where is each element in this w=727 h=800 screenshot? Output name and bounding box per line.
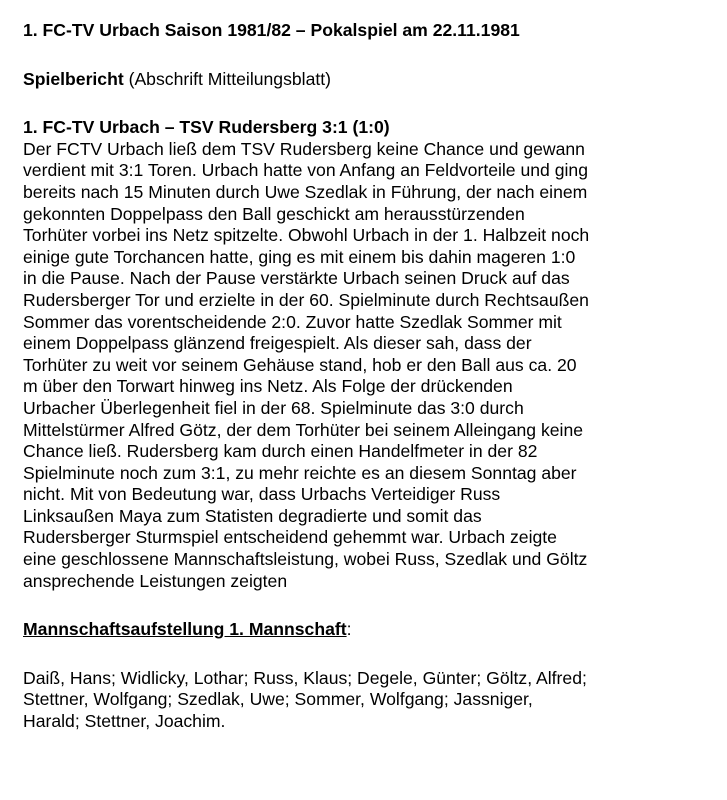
- report-line: Urbacher Überlegenheit fiel in der 68. Spielminute das 3:0 durch: [23, 397, 524, 418]
- match-title: 1. FC-TV Urbach – TSV Rudersberg 3:1 (1:0): [23, 117, 390, 138]
- report-line: Der FCTV Urbach ließ dem TSV Rudersberg keine Chance und gewann: [23, 138, 585, 159]
- report-line: Sommer das vorentscheidende 2:0. Zuvor hatte Szedlak Sommer mit: [23, 311, 562, 332]
- report-line: gekonnten Doppelpass den Ball geschickt am herausstürzenden: [23, 203, 525, 224]
- lineup-line: Daiß, Hans; Widlicky, Lothar; Russ, Klaus; Degele, Günter; Göltz, Alfred;: [23, 667, 587, 688]
- report-body: [23, 139, 713, 592]
- lineup-line: Harald; Stettner, Joachim.: [23, 711, 226, 732]
- report-line: Rudersberger Sturmspiel entscheidend gehemmt war. Urbach zeigte: [23, 527, 557, 548]
- report-line: Mittelstürmer Alfred Götz, der dem Torhüter bei seinem Alleingang keine: [23, 419, 584, 440]
- report-line: Rudersberger Tor und erzielte in der 60. Spielminute durch Rechtsaußen: [23, 289, 589, 310]
- report-line: Spielminute noch zum 3:1, zu mehr reichte es an diesem Sonntag aber: [23, 462, 577, 483]
- document-page: [23, 20, 713, 733]
- lineup-body: [23, 668, 713, 733]
- document-title: 1. FC-TV Urbach Saison 1981/82 – Pokalspiel am 22.11.1981: [23, 20, 520, 40]
- report-label: Spielbericht: [23, 68, 124, 89]
- lineup-heading: [23, 619, 713, 641]
- lineup-line: Stettner, Wolfgang; Szedlak, Uwe; Sommer, Wolfgang; Jassniger,: [23, 689, 533, 710]
- report-line: bereits nach 15 Minuten durch Uwe Szedlak in Führung, der nach einem: [23, 181, 588, 202]
- report-line: einige gute Torchancen hatte, ging es mit einem bis dahin mageren 1:0: [23, 246, 576, 267]
- report-line: in die Pause. Nach der Pause verstärkte Urbach seinen Druck auf das: [23, 268, 570, 289]
- lineup-heading-text: Mannschaftsaufstellung 1. Mannschaft: [23, 619, 347, 640]
- report-heading: [23, 69, 713, 91]
- lineup-heading-colon: :: [346, 619, 352, 640]
- report-line: m über den Torwart hinweg ins Netz. Als Folge der drückenden: [23, 376, 513, 397]
- report-line: ansprechende Leistungen zeigten: [23, 570, 288, 591]
- report-line: einem Doppelpass glänzend freigespielt. Als dieser sah, dass der: [23, 333, 532, 354]
- report-source-note: (Abschrift Mitteilungsblatt): [123, 68, 331, 89]
- report-line: eine geschlossene Mannschaftsleistung, wobei Russ, Szedlak und Göltz: [23, 549, 588, 570]
- report-line: Torhüter zu weit vor seinem Gehäuse stand, hob er den Ball aus ca. 20: [23, 354, 577, 375]
- report-line: nicht. Mit von Bedeutung war, dass Urbachs Verteidiger Russ: [23, 484, 501, 505]
- report-line: Torhüter vorbei ins Netz spitzelte. Obwohl Urbach in der 1. Halbzeit noch: [23, 225, 590, 246]
- report-line: Chance ließ. Rudersberg kam durch einen Handelfmeter in der 82: [23, 441, 538, 462]
- report-line: Linksaußen Maya zum Statisten degradierte und somit das: [23, 505, 482, 526]
- report-line: verdient mit 3:1 Toren. Urbach hatte von Anfang an Feldvorteile und ging: [23, 160, 588, 181]
